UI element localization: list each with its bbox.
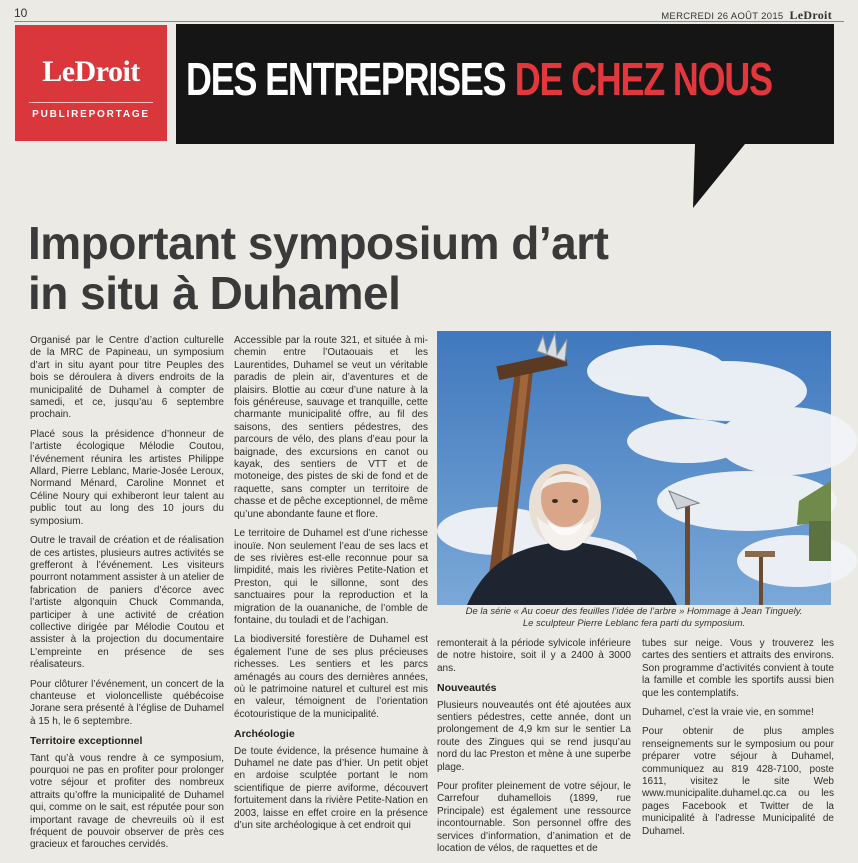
article-headline [28, 218, 608, 318]
issue-date: MERCREDI 26 AOÛT 2015 [661, 11, 784, 22]
paragraph: Le territoire de Duhamel est d’une richesse inouïe. Non seulement l’eau de ses lacs et de ses rivières est-elle reconnue pour sa limpidité, mais les rivières Petite-Nation et Preston, qui le sillonne, sont des sanctuaires pour la reproduction et la migration de la ouananiche, de l’omble de fontaine, du touladi et de l’achigan. [234, 528, 428, 626]
photo-caption [437, 606, 831, 629]
logo-wordmark: LeDroit [42, 55, 140, 88]
paragraph: Pour clôturer l’événement, un concert de la chanteuse et violoncelliste québécoise Jorane sera présenté à l’église de Duhamel à 15 h, le 6 septembre. [30, 678, 224, 727]
paragraph: Tant qu’à vous rendre à ce symposium, pourquoi ne pas en profiter pour prolonger votre séjour et profiter des nombreux attraits qu’offre la municipalité de Duhamel qui, comme on le sait, est réputée pour son important ravage de chevreuils où il est fréquent de pouvoir observer de près ces gracieux et farouches cervidés. [30, 752, 224, 851]
paragraph: Organisé par le Centre d’action culturelle de la MRC de Papineau, un symposium d’art in situ ayant pour titre Peuples des bois se déroulera à divers endroits de la municipalité de Duhamel à compter de samedi, et ce, jusqu’au 6 septembre prochain. [30, 335, 224, 421]
photo-illustration [437, 331, 831, 605]
paragraph: Plusieurs nouveautés ont été ajoutées aux sentiers pédestres, cette année, dont un prolongement de 4,9 km sur le sentier La route des Zingues qui se rend jusqu’au nord du lac Preston et mène à une superbe plage. [437, 699, 631, 773]
caption-line-1: De la série « Au coeur des feuilles l’idée de l’arbre » Hommage à Jean Tinguely. [465, 606, 803, 617]
article-column-4 [642, 638, 834, 845]
paragraph: Pour obtenir de plus amples renseignements sur le symposium ou pour préparer votre séjour à Duhamel, communiquez au 819 428-7100, poste 1611, visitez le site Web www.municipalite.duhamel.qc.ca ou les pages Facebook et Twitter de la municipalité à l’adresse Municipalité de Duhamel. [642, 726, 834, 837]
caption-line-2: Le sculpteur Pierre Leblanc fera parti du symposium. [522, 617, 746, 629]
page-number: 10 [14, 6, 28, 20]
paragraph: La biodiversité forestière de Duhamel est également l’une de ses plus précieuses richesses. Les sentiers et les parcs aménagés au cours des dernières années, où le patrimoine naturel et culturel est mis en valeur, témoignent de l’orientation écotouristique de la municipalité. [234, 634, 428, 720]
banner-part-white: DES ENTREPRISES [186, 53, 506, 105]
banner-part-red: DE CHEZ NOUS [514, 53, 772, 105]
dateline-brand: LeDroit [789, 8, 832, 22]
subhead-nouveautes: Nouveautés [437, 682, 497, 695]
article-column-3 [437, 638, 631, 863]
paragraph: De toute évidence, la présence humaine à Duhamel ne date pas d’hier. Un petit objet en ardoise sculptée portant le nom scientifique de pierre aviforme, découvert fortuitement dans la rivière Petite-Nation en 2003, laisse en effet croire en la présence d’un site archéologique à cet endroit qui [234, 745, 428, 832]
subhead-archeologie: Archéologie [234, 728, 295, 741]
paragraph: Pour profiter pleinement de votre séjour, le Carrefour duhamellois (1899, rue Principale) est également une ressource incontournable. Son personnel offre des services d’information, d’animation et de location de vélos, de raquettes et de [437, 781, 631, 855]
article-column-2 [234, 335, 428, 839]
paragraph: Accessible par la route 321, et située à mi-chemin entre l’Outaouais et les Laurentides, Duhamel se veut un véritable paradis de plein air, d’aventures et de plaisirs. Blottie au cœur d’une nature à la fois généreuse, sauvage et tranquille, cette charmante municipalité offre, au fil des saisons, des sentiers pédestres, des parcours de vélo, des plans d’eau pour la baignade, des excursions en canot ou kayak, des sentiers de VTT et de motoneige, des pistes de ski de fond et de raquette, sans compter un territoire de chasse et de pêche exceptionnel, de même qu’une abondante faune et flore. [234, 335, 428, 520]
article-column-1 [30, 335, 224, 859]
headline-line-1: Important symposium d’art [28, 217, 609, 269]
ledroit-logo [15, 25, 167, 141]
paragraph: Outre le travail de création et de réalisation de ces artistes, plusieurs autres activités se grefferont à l’événement. Les visiteurs pourront notamment assister à un atelier de fabrication de paniers d’écorce avec l’artiste algonquin Chuck Commanda, participer à une activité de création collective dirigée par Mélodie Coutou et assister à la projection du documentaire L’empreinte en présence de ses réalisateurs. [30, 535, 224, 671]
paragraph: remonterait à la période sylvicole inférieure de notre histoire, soit il y a 2400 à 3000 ans. [437, 638, 631, 674]
section-banner-title [186, 44, 772, 114]
paragraph: Placé sous la présidence d’honneur de l’artiste écologique Mélodie Coutou, l’événement réunira les artistes Philippe Allard, Pierre Leblanc, Marie-Josée Leroux, Normand Ménard, Caroline Monnet et Céline Noury qui exhiberont leur talent au public tout au long des 10 jours du symposium. [30, 428, 224, 527]
sculptor-photo [437, 331, 831, 605]
paragraph: tubes sur neige. Vous y trouverez les cartes des sentiers et attraits des environs. Son programme d’activités convient à toute la famille et comble les sportifs aussi bien que les contemplatifs. [642, 638, 834, 699]
subhead-territoire: Territoire exceptionnel [30, 735, 143, 748]
logo-divider [29, 102, 153, 103]
logo-subtitle: PUBLIREPORTAGE [32, 109, 150, 120]
paragraph: Duhamel, c’est la vraie vie, en somme! [642, 707, 814, 719]
headline-line-2: in situ à Duhamel [28, 267, 401, 319]
